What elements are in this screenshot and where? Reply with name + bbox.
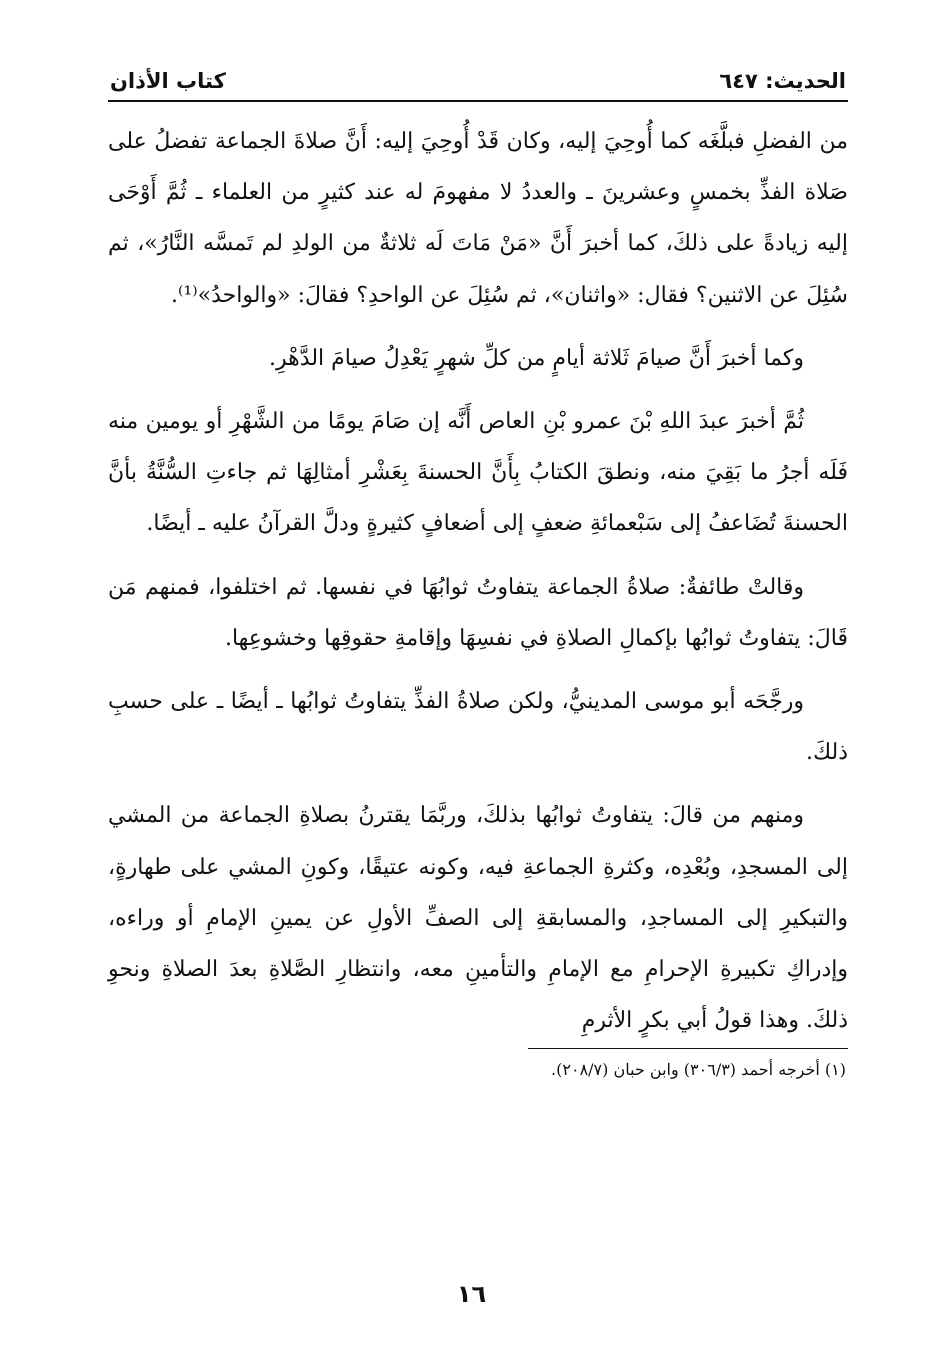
paragraph-2: وكما أخبرَ أَنَّ صيامَ ثَلاثة أيامٍ من كلِّ شهرٍ يَعْدِلُ صيامَ الدَّهْرِ. <box>269 345 804 371</box>
header-rule <box>108 100 848 102</box>
paragraph-5: ورجَّحَه أبو موسى المدينيُّ، ولكن صلاةُ الفذِّ يتفاوتُ ثوابُها ـ أيضًا ـ على حسبِ ذلكَ. <box>108 689 848 766</box>
footnote-rule <box>528 1048 848 1049</box>
book-page <box>108 66 848 1083</box>
page-number: ١٦ <box>456 1280 487 1308</box>
book-title: كتاب الأذان <box>110 69 226 93</box>
hadith-number-label: الحديث: ٦٤٧ <box>719 69 846 93</box>
main-text <box>108 116 848 1046</box>
paragraph-3: ثُمَّ أخبرَ عبدَ اللهِ بْنَ عمرو بْنِ العاص أَنَّه إن صَامَ يومًا من الشَّهْرِ أو يومين منه فَلَه أجرُ ما بَقِيَ منه، ونطقَ الكتابُ بِأَنَّ الحسنةَ بِعَشْرِ أمثالِهَا ثم جاءتِ السُّنَّةُ بأنَّ الحسنةَ تُضَاعفُ إلى سَبْعمائةِ ضعفٍ إلى أضعافٍ كثيرةٍ ودلَّ القرآنُ عليه ـ أيضًا. <box>108 409 848 537</box>
paragraph-4: وقالتْ طائفةٌ: صلاةُ الجماعة يتفاوتُ ثوابُهَا في نفسها. ثم اختلفوا، فمنهم مَن قَالَ: يتفاوتُ ثوابُها بإكمالِ الصلاةِ في نفسِهَا وإقامةِ حقوقِها وخشوعِها. <box>108 574 848 651</box>
paragraph-1: من الفضلِ فبلَّغَه كما أُوحِيَ إليه، وكان قَدْ أُوحِيَ إليه: أَنَّ صلاةَ الجماعة تفضلُ على صَلاة الفذِّ بخمسٍ وعشرينَ ـ والعددُ لا مفهومَ له عند كثيرٍ من العلماء ـ ثُمَّ أَوْحَى إليه زيادةً على ذلكَ، كما أخبرَ أَنَّ «مَنْ مَاتَ لَه ثلاثةٌ من الولدِ لم تَمسَّه النَّارُ»، ثم سُئِلَ عن الاثنين؟ فقال: «واثنان»، ثم سُئِلَ عن الواحدِ؟ فقالَ: «والواحدُ»⁽¹⁾. <box>108 129 848 308</box>
footnote: (١) أخرجه أحمد (٣٠٦/٣) وابن حبان (٢٠٨/٧). <box>551 1060 846 1080</box>
paragraph-6: ومنهم من قالَ: يتفاوتُ ثوابُها بذلكَ، وربَّمَا يقترنُ بصلاةِ الجماعة من المشي إلى المسجدِ، وبُعْدِه، وكثرةِ الجماعةِ فيه، وكونه عتيقًا، وكونِ المشي على طهارةٍ، والتبكيرِ إلى المساجدِ، والمسابقةِ إلى الصفِّ الأولِ عن يمينِ الإمامِ أو وراءه، وإدراكِ تكبيرةِ الإحرامِ مع الإمامِ والتأمينِ معه، وانتظارِ الصَّلاةِ بعدَ الصلاةِ ونحوِ ذلكَ. وهذا قولُ أبي بكرٍ الأثرمِ <box>108 803 848 1034</box>
running-header <box>108 66 848 98</box>
